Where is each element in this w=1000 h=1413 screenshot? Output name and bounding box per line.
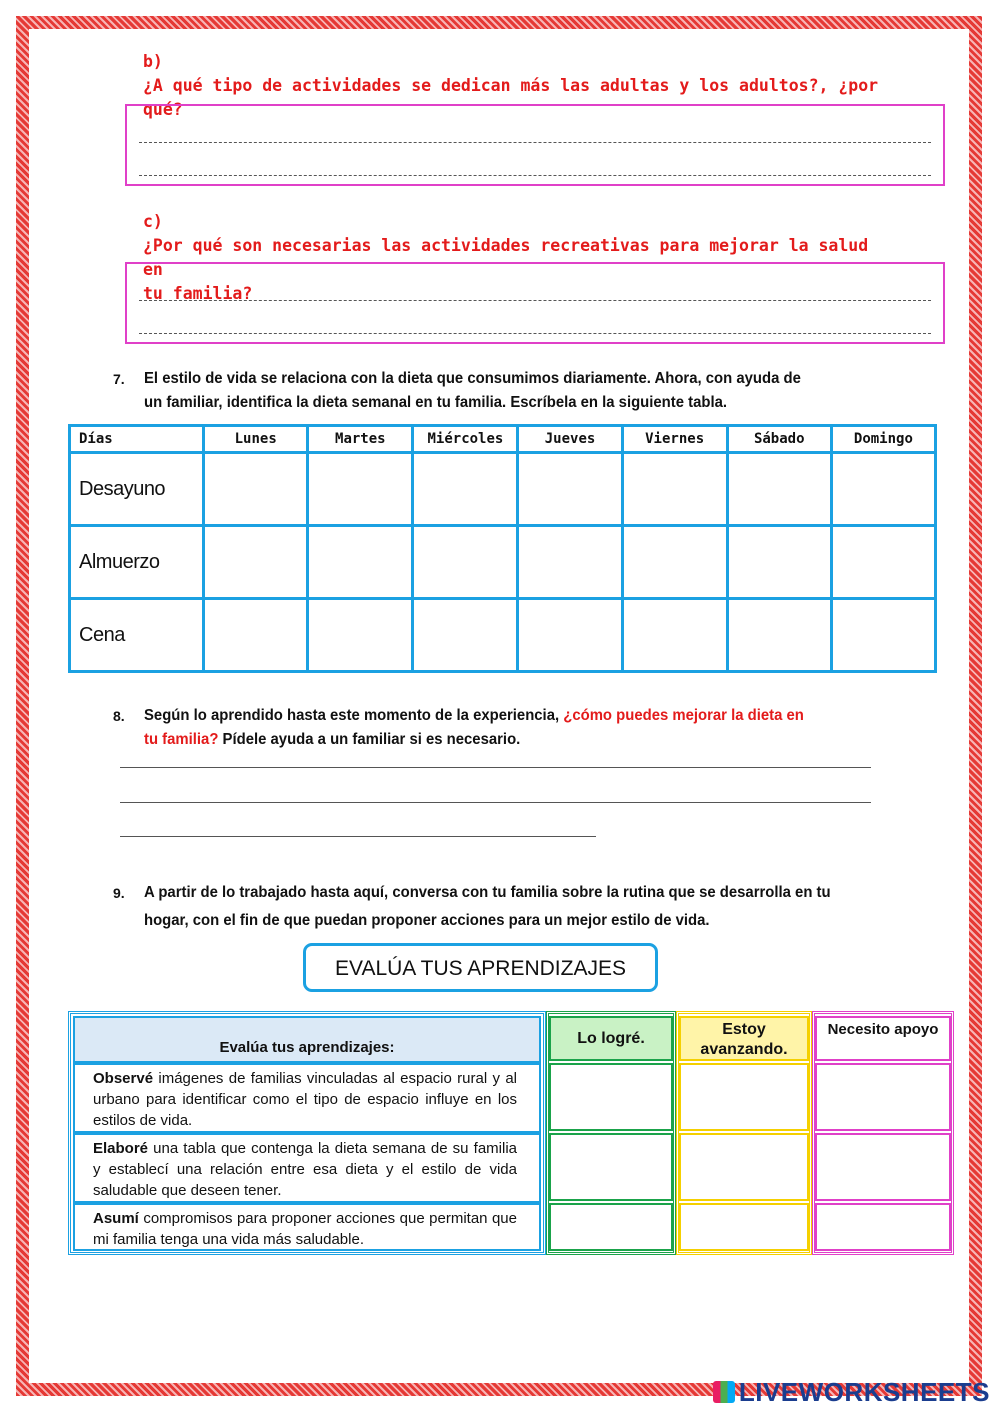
col-avanzando-header [679, 1016, 809, 1061]
item-8-highlight-2: tu familia? [144, 731, 219, 748]
row-label-desayuno: Desayuno [70, 453, 204, 526]
diet-cell[interactable] [308, 453, 413, 526]
header-domingo: Domingo [831, 426, 935, 453]
header-sabado: Sábado [727, 426, 831, 453]
diet-table [68, 424, 937, 673]
checkbox-avanzando-1[interactable] [679, 1063, 809, 1131]
diet-cell[interactable] [308, 599, 413, 672]
item-8-tail: Pídele ayuda a un familiar si es necesario. [218, 731, 521, 748]
eval-row-2-bold: Elaboré [93, 1140, 149, 1157]
answer-line[interactable] [120, 836, 596, 837]
col-lo-logre-header: Lo logré. [549, 1016, 673, 1061]
item-8-text [144, 704, 897, 752]
diet-cell[interactable] [622, 453, 727, 526]
item-7-line2: un familiar, identifica la dieta semanal en tu familia. Escríbela en la siguiente tabla. [144, 394, 727, 411]
diet-cell[interactable] [204, 526, 308, 599]
question-b-label: b) [143, 52, 163, 71]
checkbox-apoyo-1[interactable] [815, 1063, 951, 1131]
col-avanzando-line2: avanzando. [700, 1041, 788, 1058]
table-row [70, 453, 936, 526]
answer-box-c[interactable] [125, 262, 945, 344]
diet-cell[interactable] [622, 526, 727, 599]
diet-cell[interactable] [413, 599, 518, 672]
col-apoyo-header: Necesito apoyo [815, 1016, 951, 1061]
diet-cell[interactable] [413, 453, 518, 526]
item-9-line1: A partir de lo trabajado hasta aquí, conversa con tu familia sobre la rutina que se desarrolla en tu [144, 884, 831, 901]
answer-line[interactable] [139, 333, 931, 334]
table-row [73, 1203, 541, 1251]
question-c-text-line2: tu familia? [143, 284, 253, 303]
checkbox-lo-logre-1[interactable] [549, 1063, 673, 1131]
item-7-number: 7. [113, 371, 125, 387]
eval-row-3-text: compromisos para proponer acciones que permitan que mi familia tenga una vida más saludable. [93, 1210, 517, 1248]
item-8-number: 8. [113, 708, 125, 724]
watermark-text: LIVEWORKSHEETS [738, 1377, 990, 1407]
diet-cell[interactable] [413, 526, 518, 599]
diet-cell[interactable] [622, 599, 727, 672]
answer-line[interactable] [139, 142, 931, 143]
evalua-title: EVALÚA TUS APRENDIZAJES [303, 943, 658, 992]
answer-box-b[interactable] [125, 104, 945, 186]
header-jueves: Jueves [518, 426, 622, 453]
evaluation-table [68, 1011, 954, 1255]
diet-cell[interactable] [831, 453, 935, 526]
table-row [70, 599, 936, 672]
table-row [70, 526, 936, 599]
item-8-lead: Según lo aprendido hasta este momento de la experiencia, [144, 707, 564, 724]
diet-table-header-row [70, 426, 936, 453]
eval-header-label: Evalúa tus aprendizajes: [219, 1039, 395, 1056]
answer-line[interactable] [139, 300, 931, 301]
item-7-line1: El estilo de vida se relaciona con la dieta que consumimos diariamente. Ahora, con ayuda de [144, 370, 801, 387]
diet-cell[interactable] [518, 453, 622, 526]
question-c-label: c) [143, 212, 163, 231]
diet-cell[interactable] [204, 599, 308, 672]
table-row [73, 1133, 541, 1203]
liveworksheets-logo-icon [713, 1381, 735, 1403]
checkbox-avanzando-2[interactable] [679, 1133, 809, 1201]
item-9-text [144, 879, 907, 935]
question-b-text-line2: qué? [143, 100, 183, 119]
row-label-almuerzo: Almuerzo [70, 526, 204, 599]
diet-cell[interactable] [831, 599, 935, 672]
eval-header-cell [73, 1016, 541, 1063]
header-martes: Martes [308, 426, 413, 453]
answer-line[interactable] [120, 767, 871, 768]
eval-row-3-bold: Asumí [93, 1210, 139, 1227]
eval-row-2-text: una tabla que contenga la dieta semana de su familia y establecí una relación entre esa dieta y el estilo de vida saludable que deseen tener. [93, 1140, 517, 1199]
checkbox-apoyo-2[interactable] [815, 1133, 951, 1201]
eval-row-1-text: imágenes de familias vinculadas al espacio rural y al urbano para identificar como el tipo de espacio influye en los estilos de vida. [93, 1070, 517, 1129]
item-9-line2: hogar, con el fin de que puedan proponer acciones para un mejor estilo de vida. [144, 912, 710, 929]
diet-cell[interactable] [204, 453, 308, 526]
diet-cell[interactable] [518, 599, 622, 672]
row-label-cena: Cena [70, 599, 204, 672]
watermark [713, 1377, 990, 1408]
item-7-text [144, 367, 888, 415]
header-miercoles: Miércoles [413, 426, 518, 453]
diet-cell[interactable] [518, 526, 622, 599]
header-dias: Días [70, 426, 204, 453]
checkbox-apoyo-3[interactable] [815, 1203, 951, 1251]
diet-cell[interactable] [308, 526, 413, 599]
table-row [73, 1063, 541, 1133]
checkbox-lo-logre-3[interactable] [549, 1203, 673, 1251]
header-lunes: Lunes [204, 426, 308, 453]
question-b-text-line1: ¿A qué tipo de actividades se dedican más las adultas y los adultos?, ¿por [143, 76, 879, 95]
diet-cell[interactable] [831, 526, 935, 599]
answer-line[interactable] [120, 802, 871, 803]
item-9-number: 9. [113, 885, 125, 901]
question-c-text-line1: ¿Por qué son necesarias las actividades recreativas para mejorar la salud en [143, 236, 869, 279]
diet-cell[interactable] [727, 453, 831, 526]
col-avanzando-line1: Estoy [722, 1021, 766, 1038]
eval-row-1-bold: Observé [93, 1070, 154, 1087]
header-viernes: Viernes [622, 426, 727, 453]
diet-cell[interactable] [727, 599, 831, 672]
diet-cell[interactable] [727, 526, 831, 599]
checkbox-lo-logre-2[interactable] [549, 1133, 673, 1201]
checkbox-avanzando-3[interactable] [679, 1203, 809, 1251]
item-8-highlight-1: ¿cómo puedes mejorar la dieta en [563, 707, 804, 724]
answer-line[interactable] [139, 175, 931, 176]
